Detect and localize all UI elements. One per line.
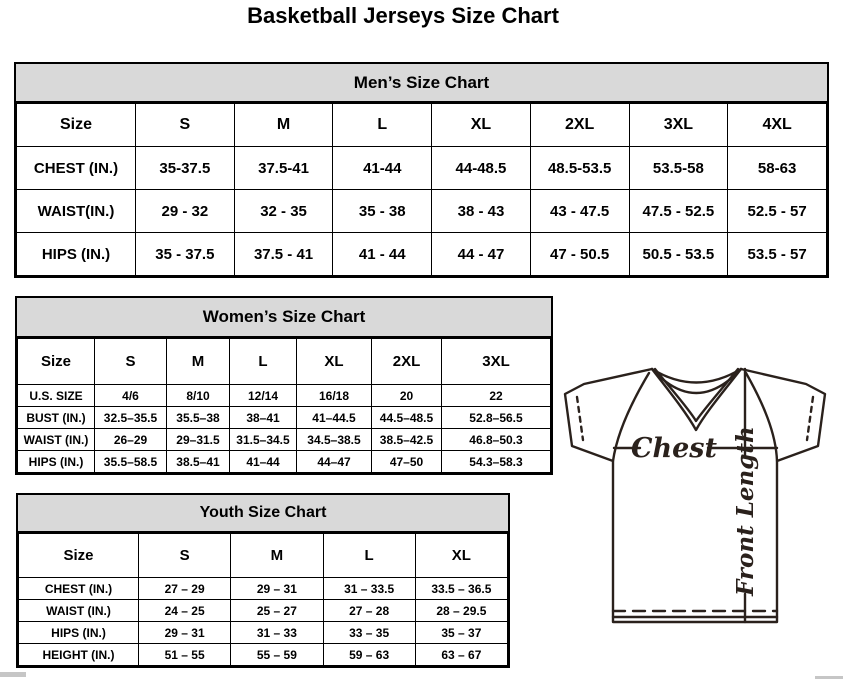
measurement-value-cell: 53.5 - 57 bbox=[728, 233, 827, 276]
measurement-value-cell: 47.5 - 52.5 bbox=[629, 190, 728, 233]
mens-section-title: Men’s Size Chart bbox=[16, 64, 827, 103]
measurement-row bbox=[17, 147, 827, 190]
measurement-value-cell: 54.3–58.3 bbox=[442, 451, 551, 473]
measurement-value-cell: 38.5–41 bbox=[167, 451, 230, 473]
measurement-value-cell: 35-37.5 bbox=[136, 147, 235, 190]
size-column-header: L bbox=[323, 534, 415, 578]
youth-header-row bbox=[19, 534, 508, 578]
measurement-value-cell: 4/6 bbox=[95, 385, 167, 407]
measurement-row-label: CHEST (IN.) bbox=[19, 578, 139, 600]
measurement-value-cell: 50.5 - 53.5 bbox=[629, 233, 728, 276]
measurement-value-cell: 33 – 35 bbox=[323, 622, 415, 644]
measurement-row bbox=[17, 233, 827, 276]
measurement-value-cell: 44.5–48.5 bbox=[372, 407, 442, 429]
measurement-row bbox=[18, 429, 551, 451]
front-length-label: Front Length bbox=[732, 426, 759, 596]
size-column-header: L bbox=[333, 104, 432, 147]
measurement-value-cell: 55 – 59 bbox=[231, 644, 323, 666]
size-column-header: S bbox=[139, 534, 231, 578]
measurement-row-label: U.S. SIZE bbox=[18, 385, 95, 407]
measurement-value-cell: 35.5–58.5 bbox=[95, 451, 167, 473]
measurement-value-cell: 22 bbox=[442, 385, 551, 407]
measurement-row bbox=[18, 407, 551, 429]
measurement-row-label: HIPS (IN.) bbox=[19, 622, 139, 644]
size-label-header: Size bbox=[18, 339, 95, 385]
size-column-header: S bbox=[95, 339, 167, 385]
scrollbar-fragment-left bbox=[0, 672, 26, 677]
measurement-value-cell: 44 - 47 bbox=[432, 233, 531, 276]
mens-size-table bbox=[16, 103, 827, 276]
measurement-value-cell: 31.5–34.5 bbox=[230, 429, 297, 451]
measurement-value-cell: 26–29 bbox=[95, 429, 167, 451]
size-column-header: M bbox=[167, 339, 230, 385]
measurement-value-cell: 8/10 bbox=[167, 385, 230, 407]
measurement-row-label: BUST (IN.) bbox=[18, 407, 95, 429]
measurement-value-cell: 46.8–50.3 bbox=[442, 429, 551, 451]
measurement-row bbox=[18, 385, 551, 407]
measurement-row-label: WAIST(IN.) bbox=[17, 190, 136, 233]
mens-header-row bbox=[17, 104, 827, 147]
measurement-value-cell: 35.5–38 bbox=[167, 407, 230, 429]
measurement-value-cell: 41–44.5 bbox=[297, 407, 372, 429]
measurement-row bbox=[19, 600, 508, 622]
measurement-row-label: CHEST (IN.) bbox=[17, 147, 136, 190]
measurement-row-label: HIPS (IN.) bbox=[18, 451, 95, 473]
measurement-value-cell: 35 – 37 bbox=[415, 622, 507, 644]
measurement-value-cell: 29 – 31 bbox=[139, 622, 231, 644]
measurement-value-cell: 35 - 37.5 bbox=[136, 233, 235, 276]
measurement-value-cell: 43 - 47.5 bbox=[530, 190, 629, 233]
measurement-row bbox=[18, 451, 551, 473]
measurement-value-cell: 27 – 28 bbox=[323, 600, 415, 622]
measurement-value-cell: 52.8–56.5 bbox=[442, 407, 551, 429]
size-column-header: L bbox=[230, 339, 297, 385]
measurement-value-cell: 41–44 bbox=[230, 451, 297, 473]
measurement-value-cell: 35 - 38 bbox=[333, 190, 432, 233]
youth-section-title: Youth Size Chart bbox=[18, 495, 508, 533]
womens-section-title: Women’s Size Chart bbox=[17, 298, 551, 338]
measurement-row bbox=[19, 622, 508, 644]
measurement-row-label: WAIST (IN.) bbox=[18, 429, 95, 451]
womens-size-table bbox=[17, 338, 551, 473]
mens-size-chart-section bbox=[14, 62, 829, 278]
size-column-header: 2XL bbox=[530, 104, 629, 147]
size-column-header: XL bbox=[297, 339, 372, 385]
jersey-outline bbox=[565, 369, 825, 622]
size-column-header: 3XL bbox=[442, 339, 551, 385]
measurement-value-cell: 41-44 bbox=[333, 147, 432, 190]
measurement-row bbox=[17, 190, 827, 233]
page-title: Basketball Jerseys Size Chart bbox=[247, 3, 559, 28]
measurement-row bbox=[19, 578, 508, 600]
size-column-header: S bbox=[136, 104, 235, 147]
measurement-value-cell: 32.5–35.5 bbox=[95, 407, 167, 429]
measurement-value-cell: 44–47 bbox=[297, 451, 372, 473]
size-column-header: 4XL bbox=[728, 104, 827, 147]
measurement-value-cell: 25 – 27 bbox=[231, 600, 323, 622]
measurement-value-cell: 31 – 33.5 bbox=[323, 578, 415, 600]
measurement-value-cell: 38.5–42.5 bbox=[372, 429, 442, 451]
jersey-measurement-diagram bbox=[557, 360, 838, 624]
measurement-value-cell: 53.5-58 bbox=[629, 147, 728, 190]
measurement-value-cell: 27 – 29 bbox=[139, 578, 231, 600]
measurement-row-label: WAIST (IN.) bbox=[19, 600, 139, 622]
measurement-value-cell: 44-48.5 bbox=[432, 147, 531, 190]
measurement-value-cell: 59 – 63 bbox=[323, 644, 415, 666]
measurement-value-cell: 47 - 50.5 bbox=[530, 233, 629, 276]
measurement-value-cell: 41 - 44 bbox=[333, 233, 432, 276]
size-column-header: 2XL bbox=[372, 339, 442, 385]
measurement-value-cell: 47–50 bbox=[372, 451, 442, 473]
size-column-header: M bbox=[231, 534, 323, 578]
size-column-header: XL bbox=[415, 534, 507, 578]
size-column-header: M bbox=[234, 104, 333, 147]
measurement-value-cell: 32 - 35 bbox=[234, 190, 333, 233]
measurement-row-label: HEIGHT (IN.) bbox=[19, 644, 139, 666]
measurement-value-cell: 31 – 33 bbox=[231, 622, 323, 644]
measurement-value-cell: 33.5 – 36.5 bbox=[415, 578, 507, 600]
measurement-value-cell: 29 - 32 bbox=[136, 190, 235, 233]
measurement-value-cell: 63 – 67 bbox=[415, 644, 507, 666]
youth-size-table bbox=[18, 533, 508, 666]
measurement-value-cell: 28 – 29.5 bbox=[415, 600, 507, 622]
measurement-value-cell: 16/18 bbox=[297, 385, 372, 407]
measurement-value-cell: 52.5 - 57 bbox=[728, 190, 827, 233]
measurement-value-cell: 58-63 bbox=[728, 147, 827, 190]
chest-label: Chest bbox=[631, 433, 717, 464]
measurement-value-cell: 37.5-41 bbox=[234, 147, 333, 190]
left-cuff-dashed-line bbox=[577, 397, 583, 440]
right-cuff-dashed-line bbox=[807, 397, 813, 440]
measurement-row-label: HIPS (IN.) bbox=[17, 233, 136, 276]
size-label-header: Size bbox=[19, 534, 139, 578]
measurement-value-cell: 34.5–38.5 bbox=[297, 429, 372, 451]
measurement-value-cell: 29–31.5 bbox=[167, 429, 230, 451]
measurement-row bbox=[19, 644, 508, 666]
size-column-header: 3XL bbox=[629, 104, 728, 147]
measurement-value-cell: 38 - 43 bbox=[432, 190, 531, 233]
measurement-value-cell: 29 – 31 bbox=[231, 578, 323, 600]
womens-size-chart-section bbox=[15, 296, 553, 475]
measurement-value-cell: 24 – 25 bbox=[139, 600, 231, 622]
womens-header-row bbox=[18, 339, 551, 385]
size-column-header: XL bbox=[432, 104, 531, 147]
measurement-value-cell: 12/14 bbox=[230, 385, 297, 407]
measurement-value-cell: 51 – 55 bbox=[139, 644, 231, 666]
measurement-value-cell: 38–41 bbox=[230, 407, 297, 429]
measurement-value-cell: 48.5-53.5 bbox=[530, 147, 629, 190]
youth-size-chart-section bbox=[16, 493, 510, 668]
measurement-value-cell: 37.5 - 41 bbox=[234, 233, 333, 276]
measurement-value-cell: 20 bbox=[372, 385, 442, 407]
size-label-header: Size bbox=[17, 104, 136, 147]
